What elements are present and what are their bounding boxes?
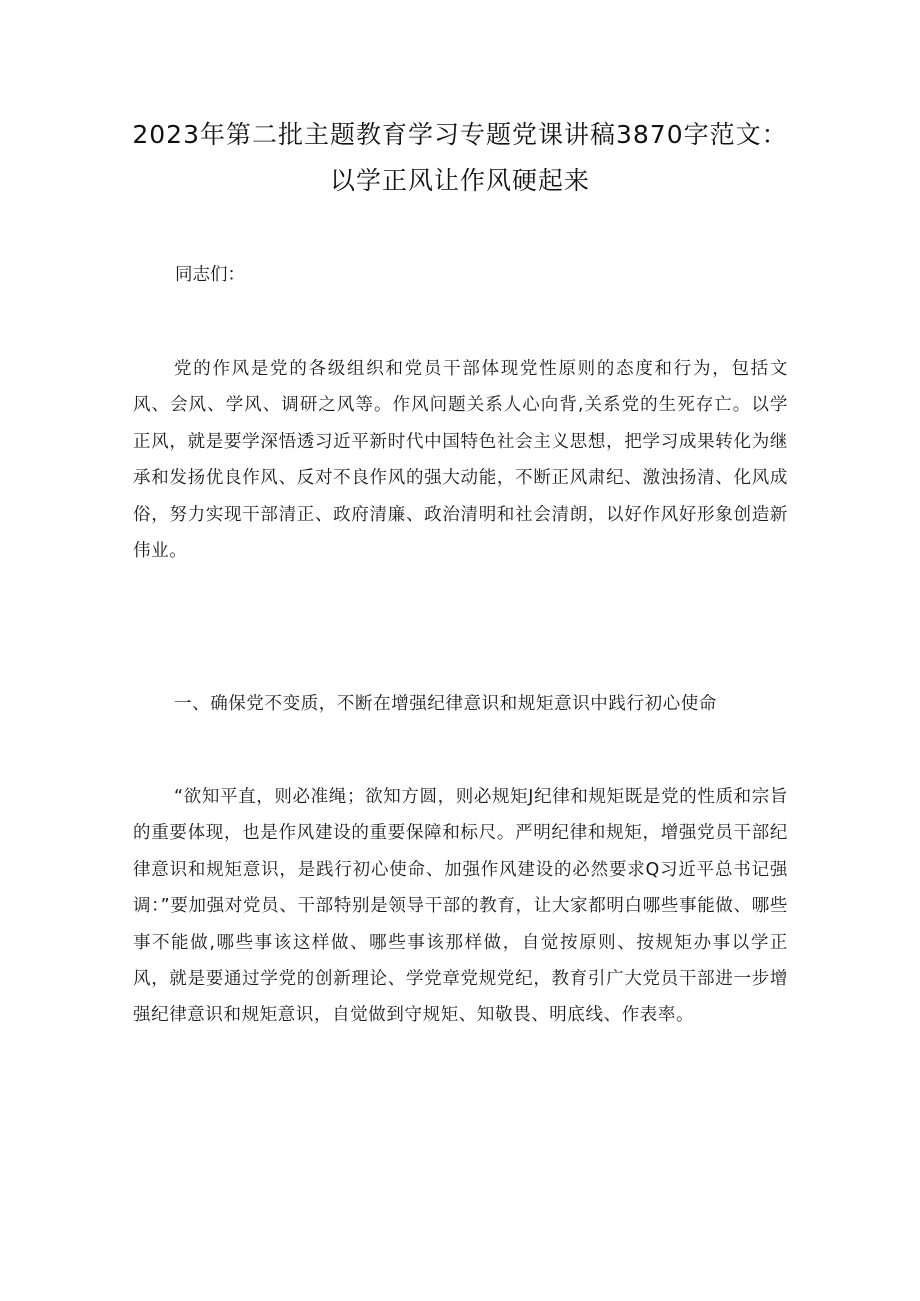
body-paragraph: 党的作风是党的各级组织和党员干部体现党性原则的态度和行为，包括文风、会风、学风、调研之风等。作风问题关系人心向背,关系党的生死存亡。以学正风，就是要学深悟透习近平新时代中国特色社会主义思想，把学习成果转化为继承和发扬优良作风、反对不良作风的强大动能，不断正风肃纪、激浊扬清、化风成俗，努力实现干部清正、政府清廉、政治清明和社会清朗，以好作风好形象创造新伟业。 xyxy=(133,359,788,562)
body-paragraph: “欲知平直，则必准绳；欲知方圆，则必规矩J纪律和规矩既是党的性质和宗旨的重要体现，也是作风建设的重要保障和标尺。严明纪律和规矩，增强党员干部纪律意识和规矩意识，是践行初心使命、加强作风建设的必然要求Q习近平总书记强调：”要加强对党员、干部特别是领导干部的教育，让大家都明白哪些事能做、哪些事不能做,哪些事该这样做、哪些事该那样做，自觉按原则、按规矩办事以学正风，就是要通过学党的创新理论、学党章党规党纪，教育引广大党员干部进一步增强纪律意识和规矩意识，自觉做到守规矩、知敬畏、明底线、作表率。 xyxy=(133,787,788,1026)
salutation: 同志们： xyxy=(175,265,245,285)
section-heading: 一、确保党不变质，不断在增强纪律意识和规矩意识中践行初心使命 xyxy=(174,694,717,714)
document-title: 2023年第二批主题教育学习专题党课讲稿3870字范文：以学正风让作风硬起来 xyxy=(132,120,788,195)
